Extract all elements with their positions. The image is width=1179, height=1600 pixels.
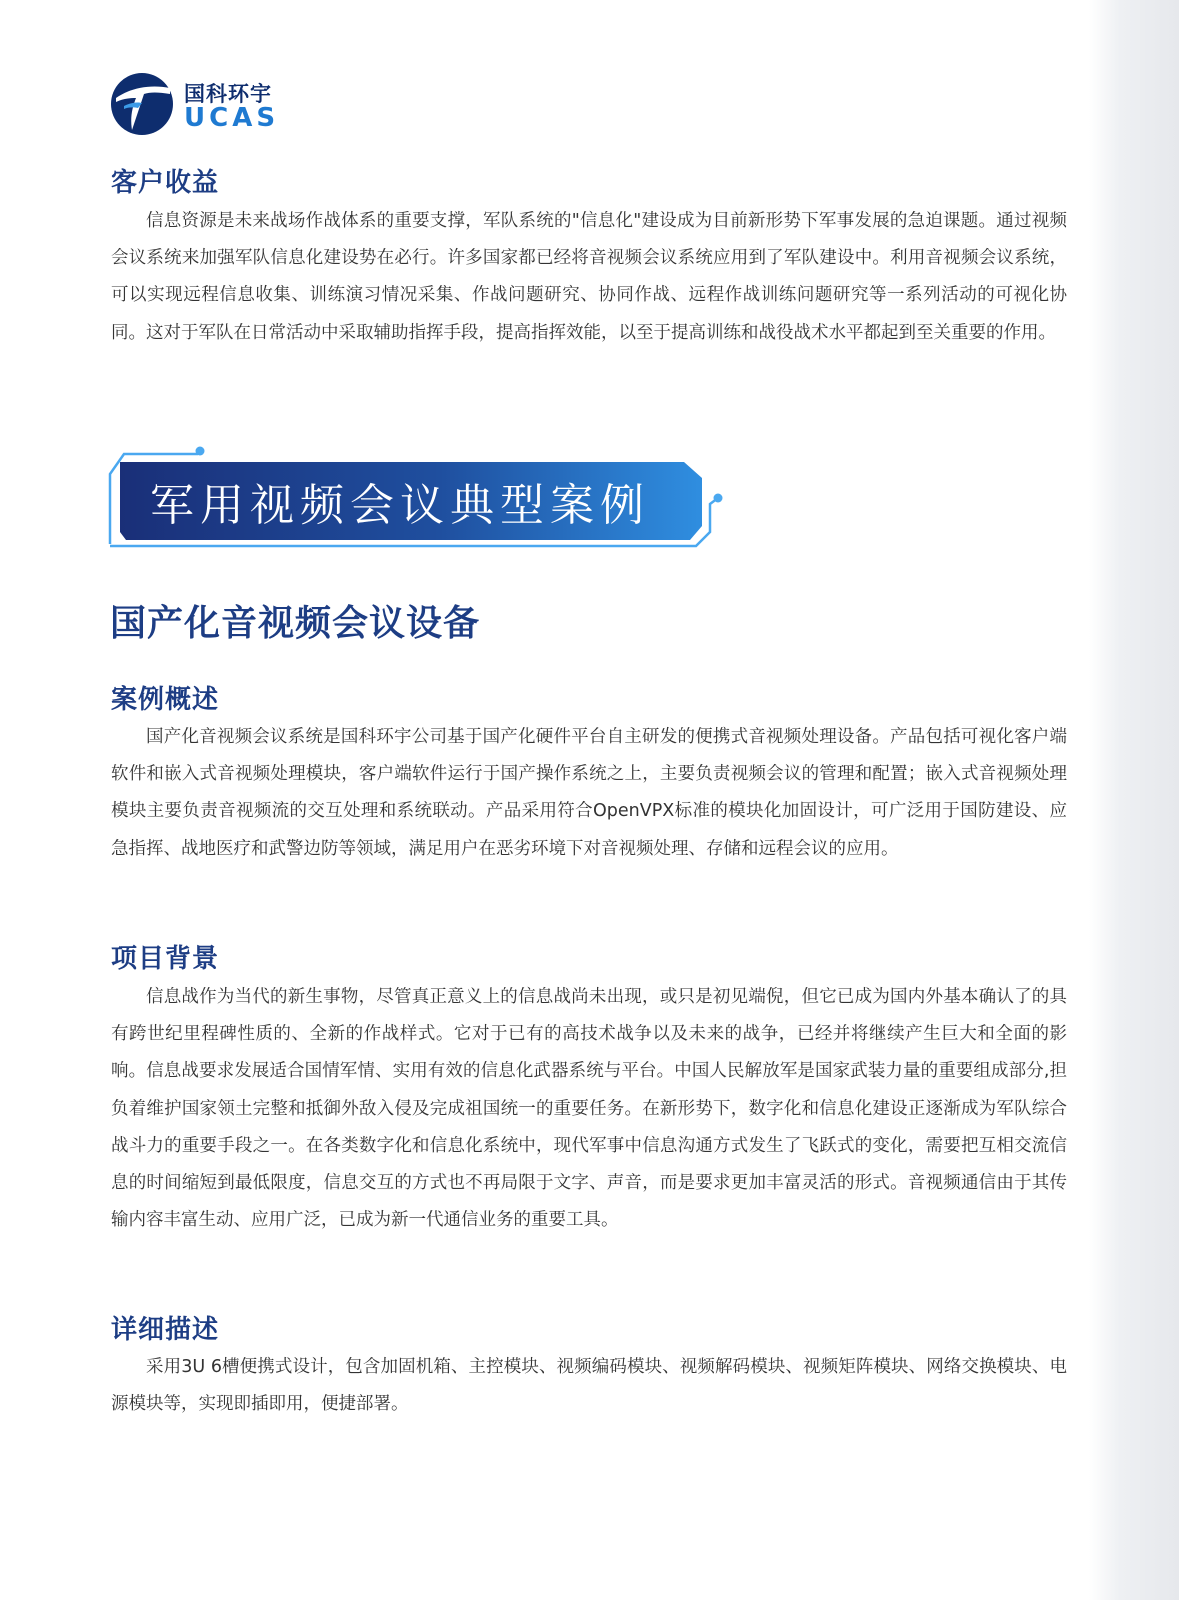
benefits-paragraph: 信息资源是未来战场作战体系的重要支撑，军队系统的"信息化"建设成为目前新形势下军事发展的急迫课题。通过视频会议系统来加强军队信息化建设势在必行。许多国家都已经将音视频会议系统应用到了军队建设中。利用音视频会议系统，可以实现远程信息收集、训练演习情况采集、作战问题研究、协同作战、远程作战训练问题研究等一系列活动的可视化协同。这对于军队在日常活动中采取辅助指挥手段，提高指挥效能，以至于提高训练和战役战术水平都起到至关重要的作用。 xyxy=(111,211,1067,343)
section-title-benefits: 客户收益 xyxy=(111,168,220,198)
logo-chinese-name: 国科环宇 xyxy=(184,82,272,106)
page-edge-shade xyxy=(1089,0,1179,1600)
overview-paragraph: 国产化音视频会议系统是国科环宇公司基于国产化硬件平台自主研发的便携式音视频处理设备。产品包括可视化客户端软件和嵌入式音视频处理模块，客户端软件运行于国产操作系统之上，主要负责视频会议的管理和配置；嵌入式音视频处理模块主要负责音视频流的交互处理和系统联动。产品采用符合OpenVPX标准的模块化加固设计，可广泛用于国防建设、应急指挥、战地医疗和武警边防等领域，满足用户在恶劣环境下对音视频处理、存储和远程会议的应用。 xyxy=(111,727,1067,859)
banner-title: 军用视频会议典型案例 xyxy=(150,480,650,531)
section-title-background: 项目背景 xyxy=(111,944,220,974)
section-banner xyxy=(106,444,726,552)
section-title-overview: 案例概述 xyxy=(111,685,220,715)
company-logo xyxy=(110,72,280,138)
background-paragraph: 信息战作为当代的新生事物，尽管真正意义上的信息战尚未出现，或只是初见端倪，但它已成为国内外基本确认了的具有跨世纪里程碑性质的、全新的作战样式。它对于已有的高技术战争以及未来的战争，已经并将继续产生巨大和全面的影响。信息战要求发展适合国情军情、实用有效的信息化武器系统与平台。中国人民解放军是国家武装力量的重要组成部分,担负着维护国家领土完整和抵御外敌入侵及完成祖国统一的重要任务。在新形势下，数字化和信息化建设正逐渐成为军队综合战斗力的重要手段之一。在各类数字化和信息化系统中，现代军事中信息沟通方式发生了飞跃式的变化，需要把互相交流信息的时间缩短到最低限度，信息交互的方式也不再局限于文字、声音，而是要求更加丰富灵活的形式。音视频通信由于其传输内容丰富生动、应用广泛，已成为新一代通信业务的重要工具。 xyxy=(111,987,1067,1231)
ucas-logo-icon xyxy=(110,72,174,136)
case-title: 国产化音视频会议设备 xyxy=(110,603,481,644)
section-title-details: 详细描述 xyxy=(111,1315,220,1345)
details-paragraph: 采用3U 6槽便携式设计，包含加固机箱、主控模块、视频编码模块、视频解码模块、视频矩阵模块、网络交换模块、电源模块等，实现即插即用，便捷部署。 xyxy=(111,1357,1067,1415)
logo-english-name: UCAS xyxy=(184,103,280,133)
